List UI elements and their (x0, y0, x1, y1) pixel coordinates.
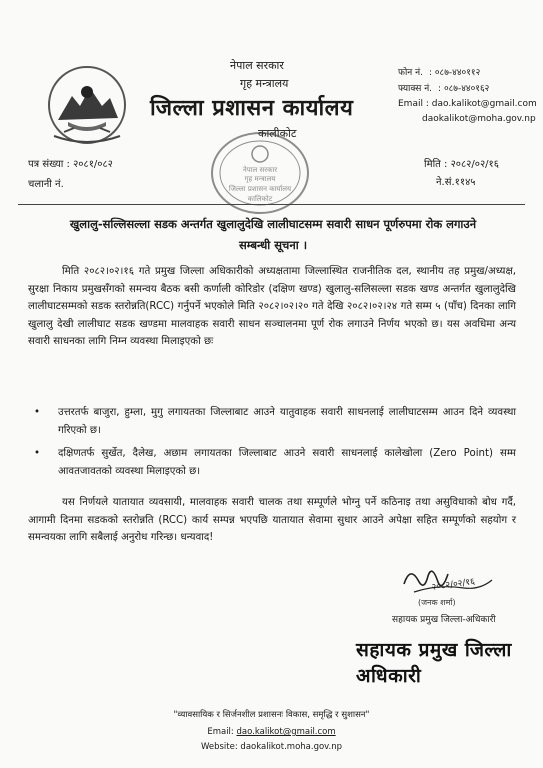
seal-text-3: जिल्ला प्रशासन कार्यालय (228, 185, 292, 193)
nepal-sambat-number: ने.सं.११४५ (436, 177, 476, 188)
bullet-icon: • (34, 448, 41, 459)
fax-line (398, 81, 489, 94)
footer-email-label: Email: (207, 727, 234, 737)
fax-value: : ०८७-४४०१६२ (438, 84, 490, 94)
footer-motto: "व्यावसायिक र सिर्जनशील प्रशासनः विकास, समृद्धि र सुशासन" (173, 710, 370, 720)
bullet-icon: • (34, 407, 41, 418)
office-title: जिल्ला प्रशासन कार्यालय (150, 96, 354, 121)
seal-text-4: कालिकोट (247, 195, 273, 203)
subject-line-2: सम्बन्धी सूचना । (238, 238, 308, 252)
seal-text-2: गृह मन्त्रालय (244, 175, 276, 183)
nepal-emblem-icon (44, 62, 130, 148)
list-item-text: दक्षिणतर्फ सुर्खेत, दैलेख, अछाम लगायतका जिल्लाबाट आउने सवारी साधनलाई कालेखोला (Zero Point) सम्म आवतजावतको व्यवस्था मिलाइएको छ। (58, 448, 516, 477)
signatory-name: (जनक शर्मा) (418, 598, 456, 607)
email-line (398, 99, 537, 109)
body-paragraph-2: यस निर्णयले यातायात व्यवसायी, मालवाहक सवारी चालक तथा सम्पूर्णले भोग्नु पर्ने कठिनाइ तथा असुविधाको बोध गर्दै, आगामी दिनमा सडकको स्तरोन्नति (RCC) कार्य सम्पन्न भएपछि यातायात सेवामा सुधार आउने अपेक्षा सहित सम्पूर्णको सहयोग र समन्वयका लागि सबैलाई अनुरोध गरिन्छ। धन्यवाद! (28, 497, 516, 543)
fax-label: फ्याक्स नं. (398, 84, 433, 94)
subject-line-1: खुलालु-सल्लिसल्ला सडक अन्तर्गत खुलालुदेखि लालीघाटसम्म सवारी साधन पूर्णरुपमा रोक लगाउने (69, 217, 477, 231)
footer-website-label: Website: (200, 742, 238, 752)
signatory-title: सहायक प्रमुख जिल्ला-अधिकारी (392, 615, 496, 625)
email-2: daokalikot@moha.gov.np (422, 114, 536, 124)
email-2-line (422, 114, 536, 124)
government-name: नेपाल सरकार (230, 59, 284, 72)
subject-heading (28, 214, 518, 256)
office-place: कालीकोट (258, 127, 297, 140)
phone-value: : ०८७-४४०११२ (428, 68, 481, 78)
body-paragraph-1: मिति २०८२।०२।१६ गते प्रमुख जिल्ला अधिकारीको अध्यक्षतामा जिल्लास्थित राजनीतिक दल, स्थानीय तह प्रमुख/अध्यक्ष, सुरक्षा निकाय प्रमुखसँगको समन्वय बैठक बसी कर्णाली कोरिडोर (दक्षिण खण्ड) खुलालु-सलिसल्ला सडक खण्ड अन्तर्गत खुलालुदेखि लालीघाटसम्मको सडक स्तरोन्नति(RCC) गर्नुपर्ने भएकोले मिति २०८२।०२।२० गते देखि २०८२।०२।२४ गते सम्म ५ (पाँच) दिनका लागि खुलालु देखी लालीघाट सडक खण्डमा मालवाहक सवारी साधन सञ्चालनमा पूर्ण रोक लगाउने निर्णय भएको छ। यस अवधिमा अन्य सवारी साधनका लागि निम्न व्यवस्था मिलाइएको छः (28, 266, 516, 347)
arrangement-list (28, 404, 516, 486)
list-item (28, 445, 516, 480)
header-divider (18, 204, 525, 205)
designation-stamp: सहायक प्रमुख जिल्ला अधिकारी (356, 639, 512, 687)
footer-email-link[interactable]: dao.kalikot@gmail.com (236, 727, 336, 737)
footer-website-line (0, 742, 543, 752)
email-label: Email : (398, 99, 429, 109)
footer-email-line (0, 727, 543, 737)
email-1: dao.kalikot@gmail.com (431, 99, 537, 109)
letter-date: मिति : २०८२/०२/१६ (424, 159, 499, 170)
phone-label: फोन नं. (398, 68, 423, 78)
handwritten-signature (398, 562, 498, 602)
list-item (28, 404, 516, 439)
list-item-text: उत्तरतर्फ बाजुरा, हुम्ला, मुगु लगायतका जिल्लाबाट आउने यातुवाहक सवारी साधनलाई लालीघाटसम्म आउन दिने व्यवस्था गरिएको छ। (58, 407, 516, 436)
ministry-name: गृह मन्त्रालय (240, 77, 289, 90)
seal-text-1: नेपाल सरकार (242, 166, 278, 174)
signature-date: २०८२/०२/१६ (431, 577, 476, 593)
footer-website-link[interactable]: daokalikot.moha.gov.np (240, 742, 343, 752)
dispatch-number: चलानी नं. (28, 179, 64, 190)
letter-number: पत्र संख्या : २०८१/०८२ (28, 159, 113, 170)
phone-line (398, 65, 480, 78)
